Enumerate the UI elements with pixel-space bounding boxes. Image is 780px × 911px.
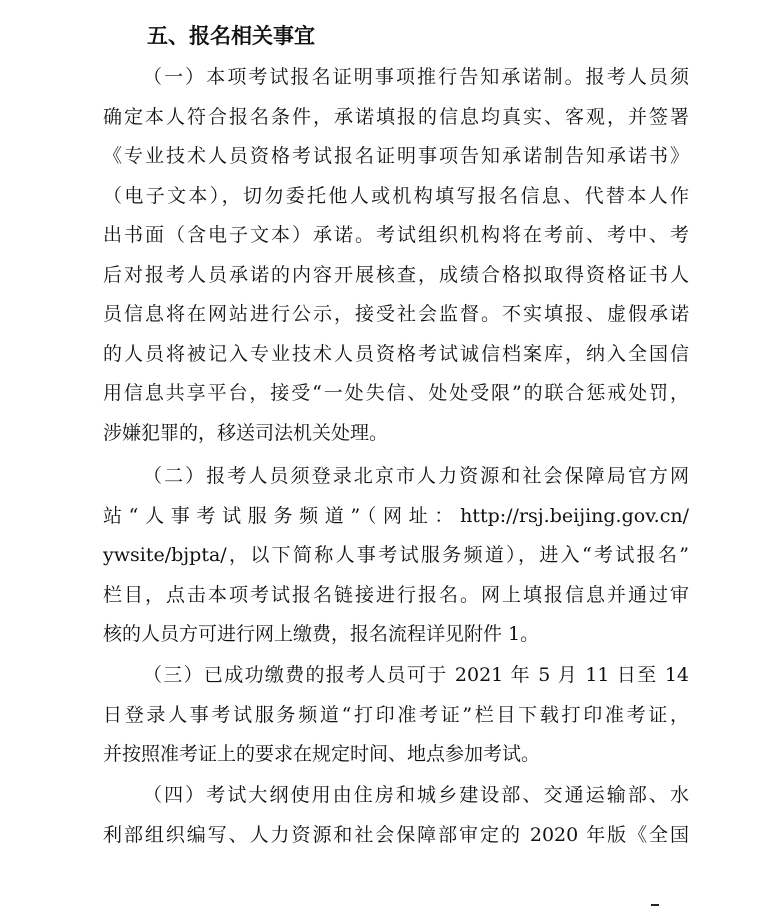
paragraph-line: （三）已成功缴费的报考人员可于 2021 年 5 月 11 日至 14: [143, 664, 689, 686]
paragraph-line: 日登录人事考试服务频道“打印准考证”栏目下载打印准考证，: [103, 703, 689, 726]
paragraph-line: 《专业技术人员资格考试报名证明事项告知承诺制告知承诺书》: [103, 145, 689, 167]
paragraph-line: （四）考试大纲使用由住房和城乡建设部、交通运输部、水: [143, 784, 689, 806]
paragraph-line: （电子文本），切勿委托他人或机构填写报名信息、代替本人作: [103, 184, 689, 207]
paragraph-line: 涉嫌犯罪的，移送司法机关处理。: [103, 421, 389, 444]
paragraph-line: 站“人事考试服务频道”（网址：http://rsj.beijing.gov.cn/: [103, 504, 689, 527]
paragraph-admission-ticket: [103, 656, 689, 775]
paragraph-line: 核的人员方可进行网上缴费，报名流程详见附件 1。: [103, 623, 540, 645]
paragraph-line: 并按照准考证上的要求在规定时间、地点参加考试。: [103, 743, 541, 765]
paragraph-line: 出书面（含电子文本）承诺。考试组织机构将在考前、考中、考: [103, 224, 689, 246]
paragraph-line: 用信息共享平台，接受“一处失信、处处受限”的联合惩戒处罚，: [103, 382, 689, 404]
paragraph-line: （二）报考人员须登录北京市人力资源和社会保障局官方网: [143, 465, 689, 487]
paragraph-line: 确定本人符合报名条件，承诺填报的信息均真实、客观，并签署: [103, 105, 689, 128]
paragraph-online-registration: [103, 457, 689, 655]
paragraph-line: 后对报考人员承诺的内容开展核查，成绩合格拟取得资格证书人: [103, 263, 689, 286]
paragraph-registration-commitment: [103, 58, 689, 453]
section-heading: 五、报名相关事宜: [147, 24, 315, 48]
paragraph-line: （一）本项考试报名证明事项推行告知承诺制。报考人员须: [143, 66, 689, 88]
paragraph-line: 的人员将被记入专业技术人员资格考试诚信档案库，纳入全国信: [103, 342, 689, 365]
paragraph-exam-syllabus: [103, 776, 689, 855]
paragraph-line: 员信息将在网站进行公示，接受社会监督。不实填报、虚假承诺: [103, 303, 689, 325]
page-number-mark: [651, 904, 659, 906]
paragraph-line: ywsite/bjpta/，以下简称人事考试服务频道），进入“考试报名”: [103, 544, 689, 566]
paragraph-line: 栏目，点击本项考试报名链接进行报名。网上填报信息并通过审: [103, 583, 689, 606]
paragraph-line: 利部组织编写、人力资源和社会保障部审定的 2020 年版《全国: [103, 823, 689, 846]
